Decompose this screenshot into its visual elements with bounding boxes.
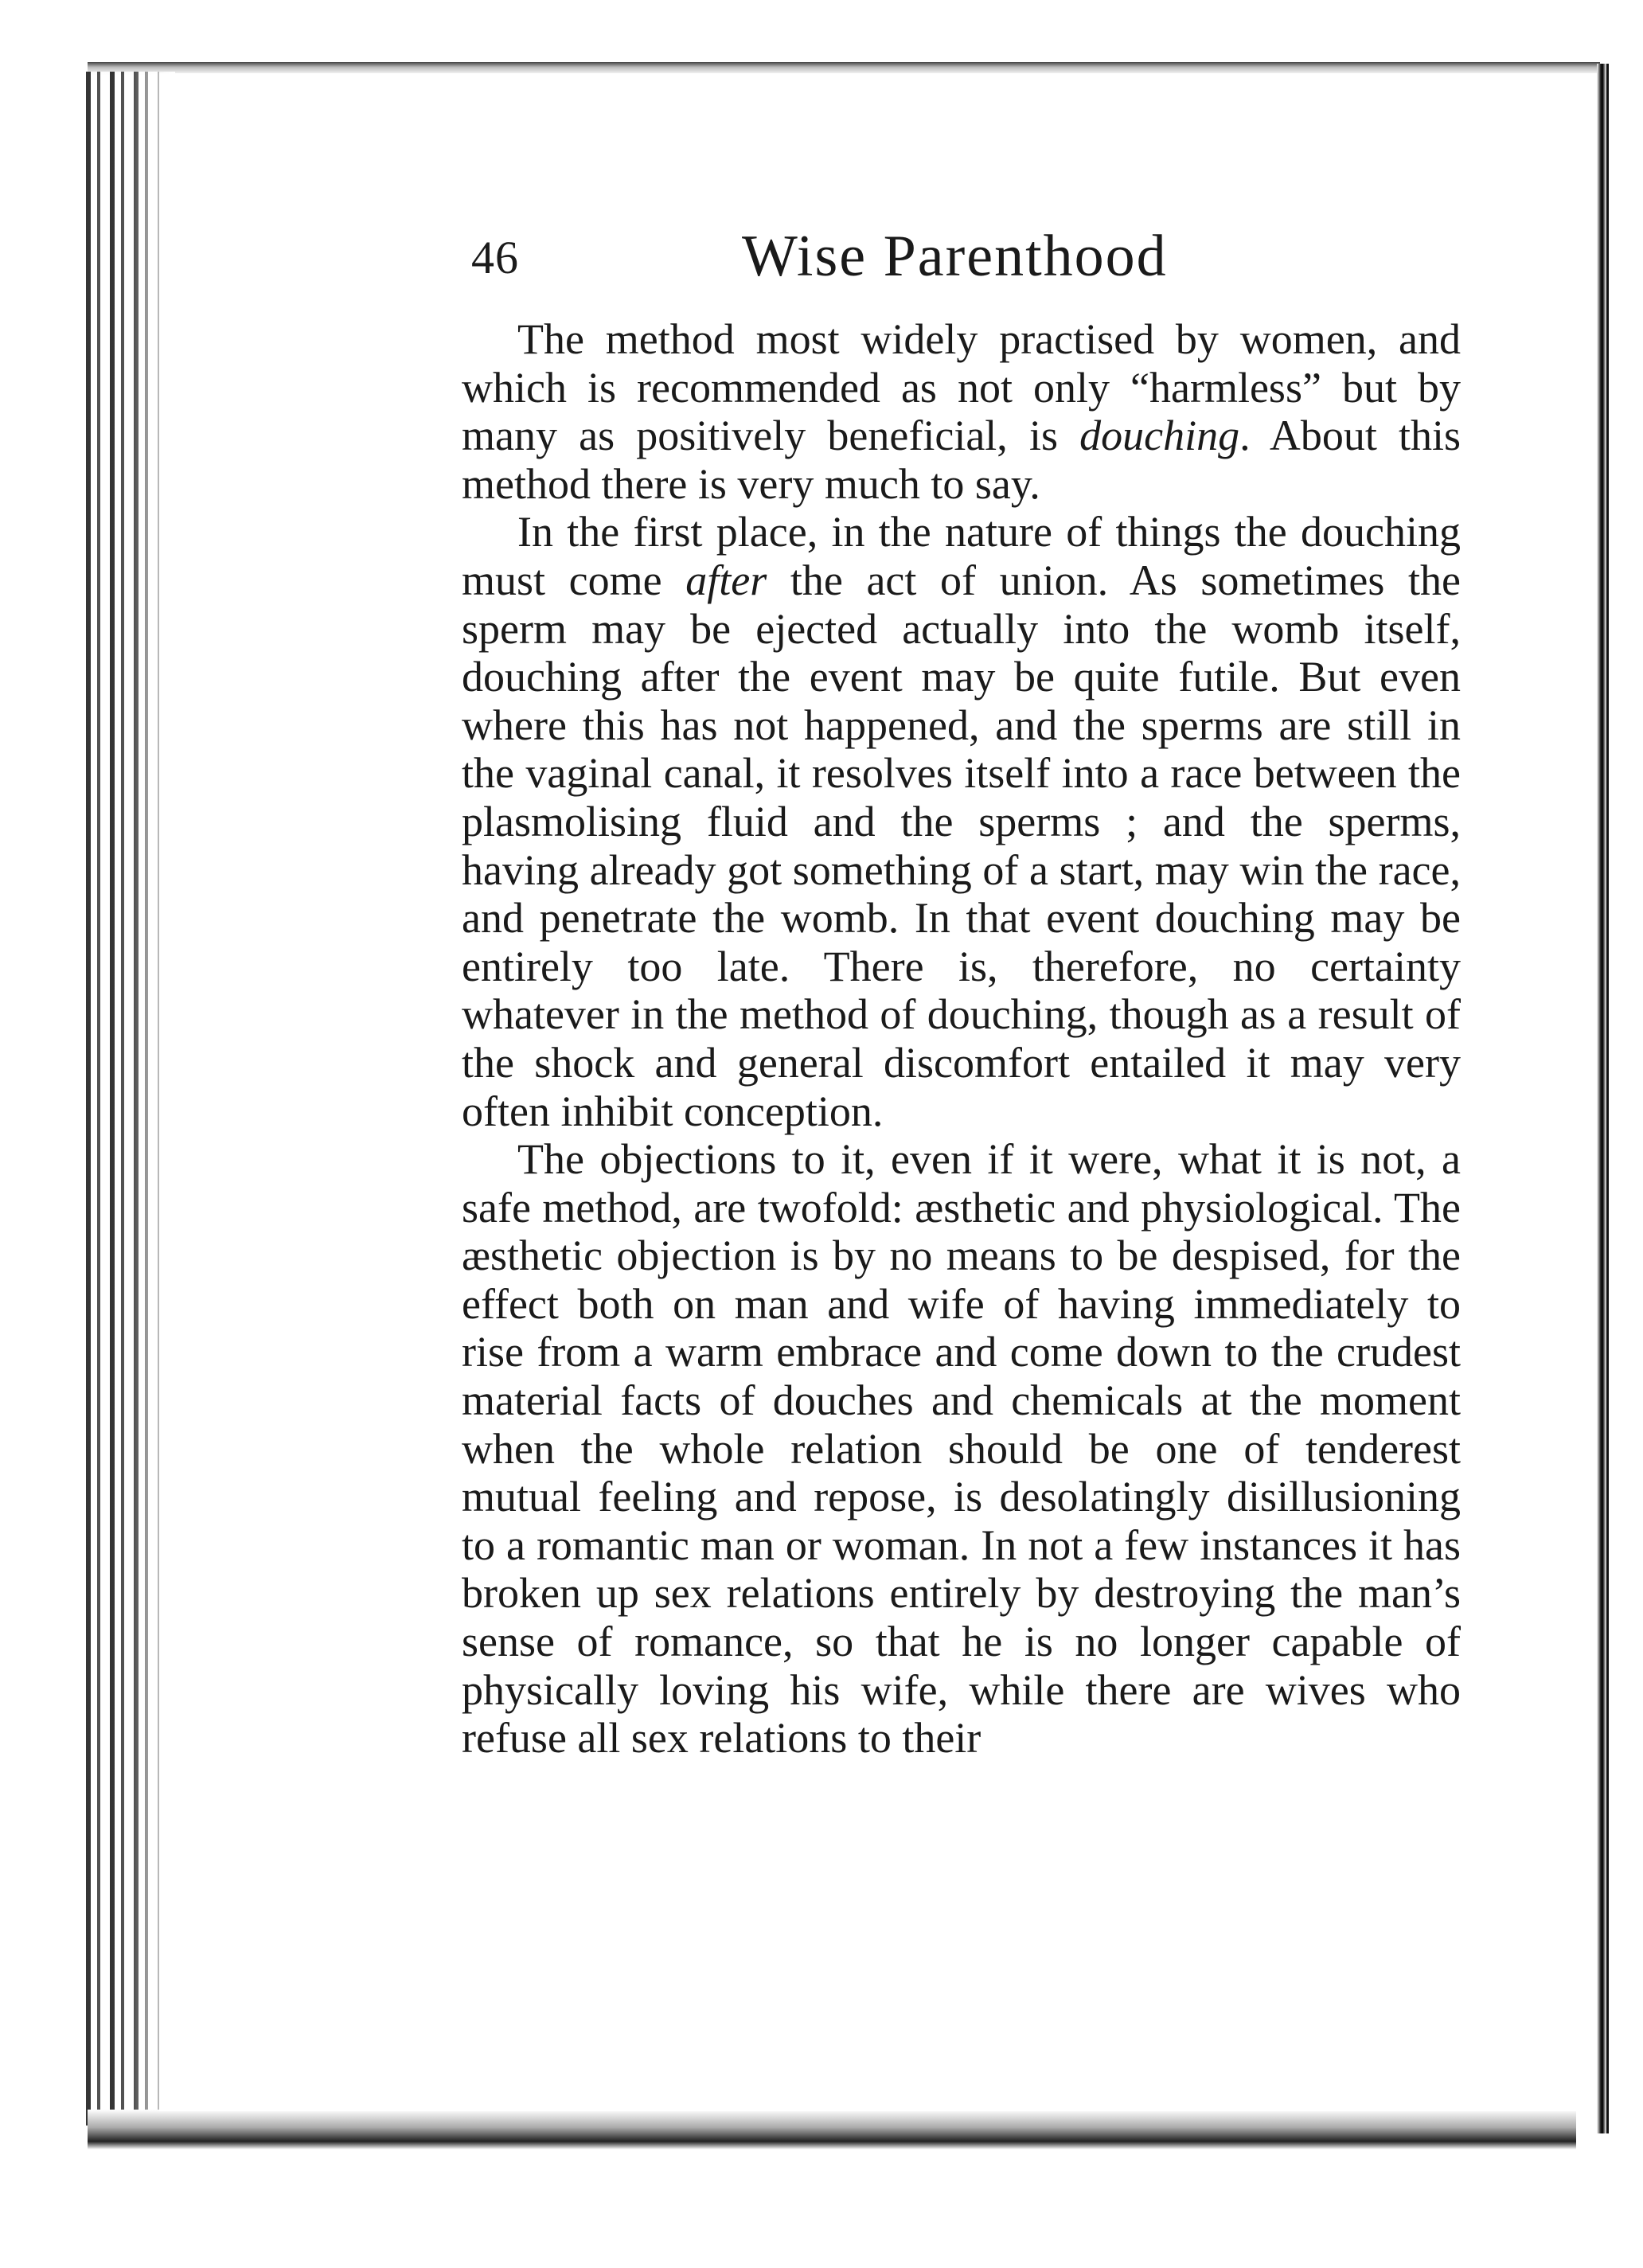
paragraph-1-text-b: . About this method there is very much to say. xyxy=(462,412,1462,508)
body-text xyxy=(462,315,1461,1762)
page-bottom-shadow xyxy=(88,2110,1576,2149)
paragraph-2-text-a: In the first place, in the nature of things the douching must come xyxy=(462,508,1461,604)
paragraph-2-italic: after xyxy=(685,556,767,604)
running-title: Wise Parenthood xyxy=(742,224,1168,289)
page-number: 46 xyxy=(471,232,519,283)
paragraph-3: The objections to it, even if it were, what it is not, a safe method, are twofold: æsthetic and physiological. The æsthetic objection is by no means to be despised, for the effect both on man and wife of having immediately to rise from a warm embrace and come down to the crudest material facts of douches and chemicals at the moment when the whole relation should be one of tenderest mutual feeling and repose, is desolatingly disillusioning to a romantic man or woman. In not a few instances it has broken up sex relations entirely by destroying the man’s sense of romance, so that he is no longer capable of physically loving his wife, while there are wives who refuse all sex relations to their xyxy=(462,1135,1461,1762)
paragraph-2 xyxy=(462,508,1461,1135)
paragraph-1-text-a: The method most widely practised by women, and which is recommended as not only “harmless” but by many as positively beneficial, is xyxy=(462,315,1461,460)
paragraph-2-text-b: the act of union. As sometimes the sperm may be ejected actually into the womb itself, douching after the event may be quite futile. But even where this has not happened, and the sperms are still in the vaginal canal, it resolves itself into a race between the plasmolising fluid and the sperms ; and the sperms, having already got something of a start, may win the race, and penetrate the womb. In that event douching may be entirely too late. There is, therefore, no certainty whatever in the method of douching, though as a result of the shock and general discomfort entailed it may very often inhibit conception. xyxy=(462,556,1461,1135)
paragraph-1-italic: douching xyxy=(1079,412,1240,460)
facing-page-strip xyxy=(1606,64,1643,2133)
page-header xyxy=(471,223,1204,303)
page-right-edge xyxy=(1597,64,1606,2133)
paragraph-1 xyxy=(462,315,1461,508)
